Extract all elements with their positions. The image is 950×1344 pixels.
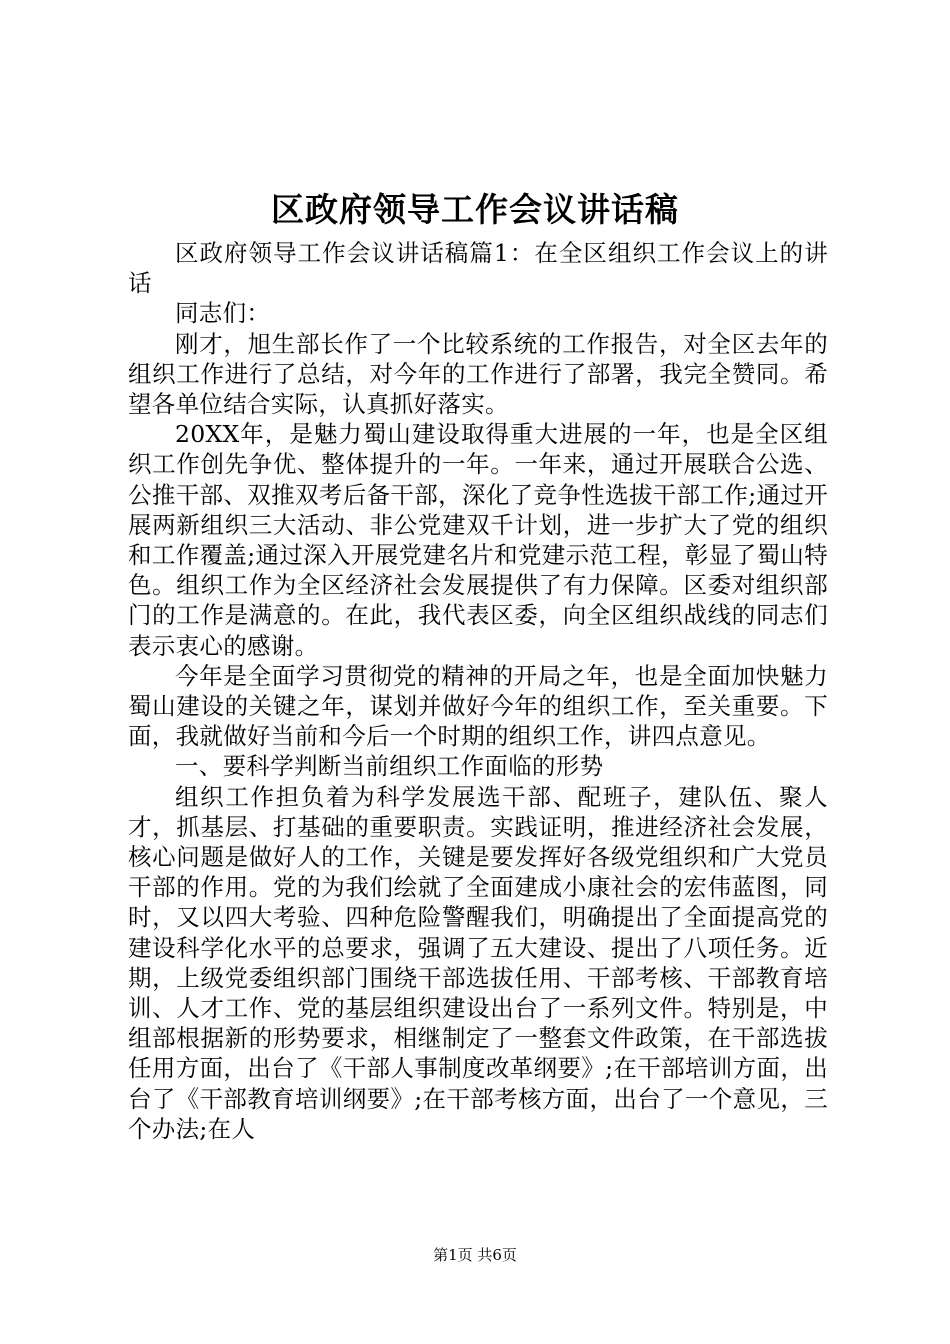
section-heading: 一、要科学判断当前组织工作面临的形势 [175, 752, 604, 781]
paragraph-heading-line: 区政府领导工作会议讲话稿篇1：在全区组织工作会议上的讲话 [128, 239, 828, 298]
paragraph: 刚才，旭生部长作了一个比较系统的工作报告，对全区去年的组织工作进行了总结，对今年的工作进行了部署，我完全赞同。希望各单位结合实际，认真抓好落实。 [128, 329, 828, 419]
paragraph: 20XX年，是魅力蜀山建设取得重大进展的一年，也是全区组织工作创先争优、整体提升的一年。一年来，通过开展联合公选、公推干部、双推双考后备干部，深化了竞争性选拔干部工作;通过开展两新组织三大活动、非公党建双千计划，进一步扩大了党的组织和工作覆盖;通过深入开展党建名片和党建示范工程，彰显了蜀山特色。组织工作为全区经济社会发展提供了有力保障。区委对组织部门的工作是满意的。在此，我代表区委，向全区组织战线的同志们表示衷心的感谢。 [128, 420, 828, 660]
page-number-footer: 第1页 共6页 [433, 1246, 517, 1264]
paragraph: 组织工作担负着为科学发展选干部、配班子，建队伍、聚人才，抓基层、打基础的重要职责。实践证明，推进经济社会发展，核心问题是做好人的工作，关键是要发挥好各级党组织和广大党员干部的作用。党的为我们绘就了全面建成小康社会的宏伟蓝图，同时，又以四大考验、四种危险警醒我们，明确提出了全面提高党的建设科学化水平的总要求，强调了五大建设、提出了八项任务。近期，上级党委组织部门围绕干部选拔任用、干部考核、干部教育培训、人才工作、党的基层组织建设出台了一系列文件。特别是，中组部根据新的形势要求，相继制定了一整套文件政策，在干部选拔任用方面，出台了《干部人事制度改革纲要》;在干部培训方面，出台了《干部教育培训纲要》;在干部考核方面，出台了一个意见，三个办法;在人 [128, 782, 828, 1143]
paragraph-salutation: 同志们： [175, 299, 271, 328]
document-body [128, 238, 828, 1144]
document-title: 区政府领导工作会议讲话稿 [271, 190, 679, 229]
paragraph: 今年是全面学习贯彻党的精神的开局之年，也是全面加快魅力蜀山建设的关键之年，谋划并做好今年的组织工作，至关重要。下面，我就做好当前和今后一个时期的组织工作，讲四点意见。 [128, 661, 828, 751]
